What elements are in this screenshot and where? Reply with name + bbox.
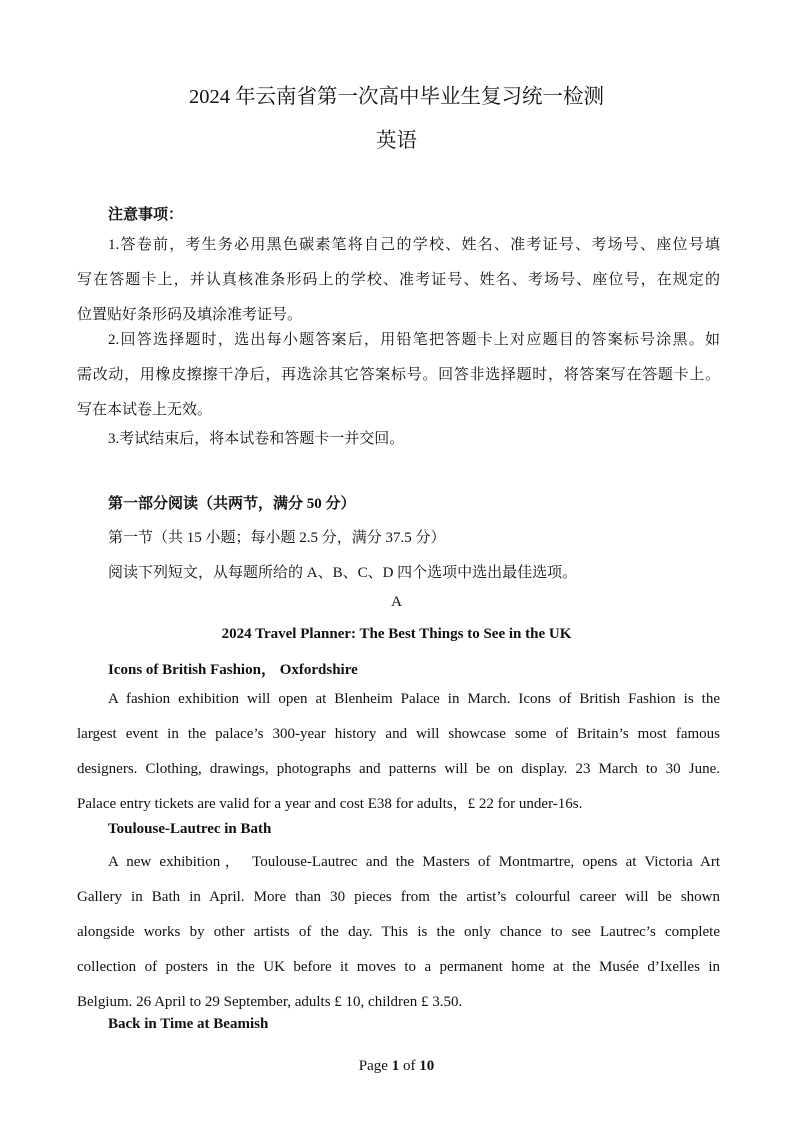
of-word: of [402, 1058, 416, 1074]
total-pages: 10 [419, 1058, 435, 1074]
item-heading: Icons of British Fashion， Oxfordshire [108, 662, 358, 678]
notice-heading: 注意事项： [108, 207, 184, 223]
item-body [77, 845, 720, 1020]
section-heading: 第一部分阅读（共两节，满分 50 分） [108, 496, 356, 512]
body-line: designers. Clothing, drawings, photographs and patterns will be on display. 23 March to 30 June. [77, 761, 720, 777]
notice-line: 写在本试卷上无效。 [77, 402, 213, 418]
notice-item-3 [77, 422, 720, 457]
body-line: A new exhibition， Toulouse-Lautrec and the Masters of Montmartre, opens at Victoria Art [108, 854, 720, 870]
body-line: collection of posters in the UK before it moves to a permanent home at the Musée d’Ixelles in [77, 959, 720, 975]
body-line: A fashion exhibition will open at Blenheim Palace in March. Icons of British Fashion is the [108, 691, 720, 707]
notice-line: 2.回答选择题时，选出每小题答案后，用铅笔把答题卡上对应题目的答案标号涂黑。如 [108, 332, 720, 348]
section-subheading: 第一节（共 15 小题；每小题 2.5 分，满分 37.5 分） [108, 530, 446, 546]
body-line: largest event in the palace’s 300-year history and will showcase some of Britain’s most famous [77, 726, 720, 742]
item-heading: Toulouse-Lautrec in Bath [108, 821, 272, 837]
notice-item-1 [77, 228, 720, 333]
body-line: Palace entry tickets are valid for a year and cost E38 for adults，£ 22 for under-16s. [77, 796, 583, 812]
notice-line: 需改动，用橡皮擦擦干净后，再选涂其它答案标号。回答非选择题时，将答案写在答题卡上。 [77, 367, 720, 383]
notice-line: 位置贴好条形码及填涂准考证号。 [77, 307, 303, 323]
item-body [77, 682, 720, 822]
subject-title: 英语 [376, 130, 417, 152]
notice-line: 1.答卷前，考生务必用黑色碳素笔将自己的学校、姓名、准考证号、考场号、座位号填 [108, 237, 720, 253]
body-line: Belgium. 26 April to 29 September, adults £ 10, children £ 3.50. [77, 994, 463, 1010]
notice-line: 3.考试结束后，将本试卷和答题卡一并交回。 [108, 431, 405, 447]
notice-item-2 [77, 323, 720, 428]
item-heading: Back in Time at Beamish [108, 1016, 269, 1032]
body-line: Gallery in Bath in April. More than 30 pieces from the artist’s colourful career will be shown [77, 889, 720, 905]
exam-title: 2024 年云南省第一次高中毕业生复习统一检测 [188, 86, 605, 108]
current-page: 1 [391, 1058, 400, 1074]
passage-label: A [391, 594, 402, 610]
body-line: alongside works by other artists of the day. This is the only chance to see Lautrec’s complete [77, 924, 720, 940]
page-footer [0, 1058, 793, 1075]
page-word: Page [358, 1058, 388, 1074]
notice-line: 写在答题卡上，并认真核准条形码上的学校、准考证号、姓名、考场号、座位号，在规定的 [77, 272, 720, 288]
passage-title: 2024 Travel Planner: The Best Things to See in the UK [221, 626, 572, 642]
section-instruction: 阅读下列短文，从每题所给的 A、B、C、D 四个选项中选出最佳选项。 [108, 565, 578, 581]
